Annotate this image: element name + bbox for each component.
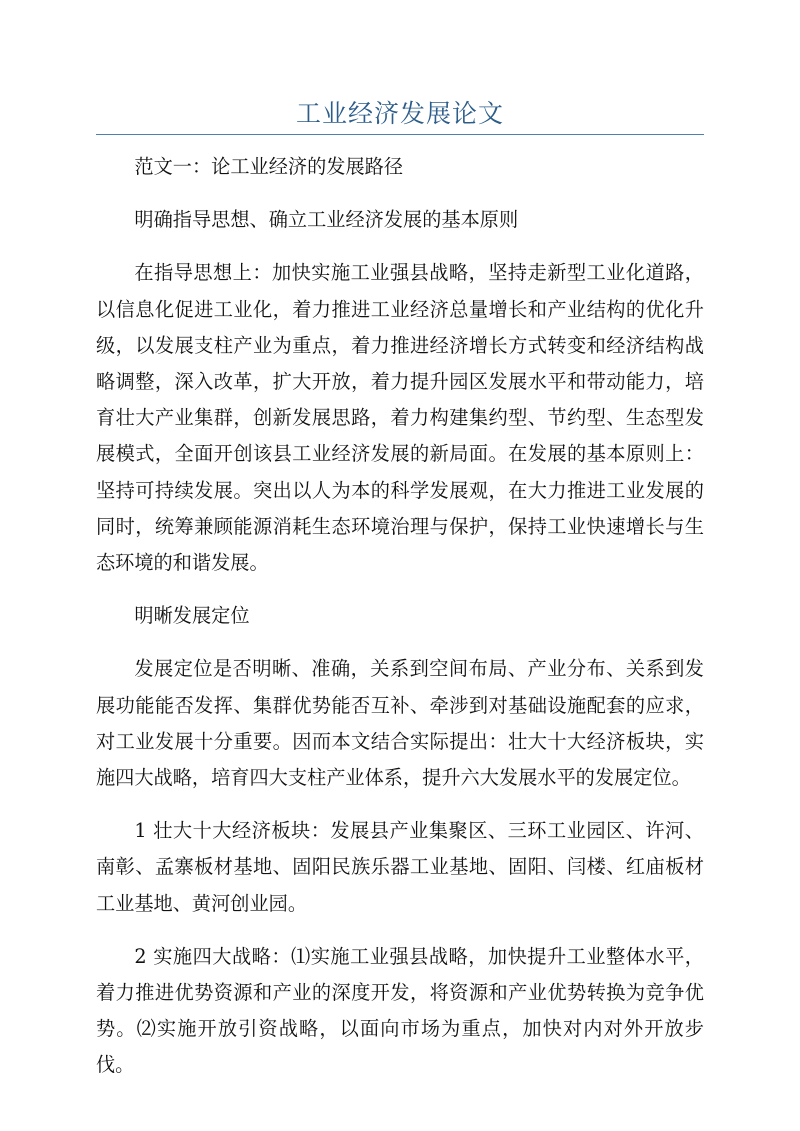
- paragraph-four-strategies: 2 实施四大战略：⑴实施工业强县战略，加快提升工业整体水平，着力推进优势资源和产业的深度开发，将资源和产业优势转换为竞争优势。⑵实施开放引资战略，以面向市场为重点，加快对内对外开放步伐。: [96, 944, 704, 1077]
- paragraph-subheading: 明确指导思想、确立工业经济发展的基本原则: [134, 208, 519, 232]
- paragraph-positioning: 发展定位是否明晰、准确，关系到空间布局、产业分布、关系到发展功能能否发挥、集群优势能否互补、牵涉到对基础设施配套的应求，对工业发展十分重要。因而本文结合实际提出：壮大十大经济板块，实施四大战略，培育四大支柱产业体系，提升六大发展水平的发展定位。: [96, 657, 704, 790]
- document-body: [96, 149, 704, 1101]
- document-title: 工业经济发展论文: [295, 99, 504, 128]
- paragraph-ten-blocks: 1 壮大十大经济板块：发展县产业集聚区、三环工业园区、许河、南彰、孟寨板材基地、固阳民族乐器工业基地、固阳、闫楼、红庙板材工业基地、黄河创业园。: [96, 819, 704, 915]
- paragraph-guiding-ideology: 在指导思想上：加快实施工业强县战略，坚持走新型工业化道路，以信息化促进工业化，着力推进工业经济总量增长和产业结构的优化升级，以发展支柱产业为重点，着力推进经济增长方式转变和经济结构战略调整，深入改革，扩大开放，着力提升园区发展水平和带动能力，培育壮大产业集群，创新发展思路，着力构建集约型、节约型、生态型发展模式，全面开创该县工业经济发展的新局面。在发展的基本原则上：坚持可持续发展。突出以人为本的科学发展观，在大力推进工业发展的同时，统筹兼顾能源消耗生态环境治理与保护，保持工业快速增长与生态环境的和谐发展。: [96, 261, 704, 575]
- paragraph-section-heading: 范文一：论工业经济的发展路径: [134, 155, 404, 178]
- paragraph-subheading-positioning: 明晰发展定位: [134, 604, 250, 628]
- title-underline: [96, 134, 704, 135]
